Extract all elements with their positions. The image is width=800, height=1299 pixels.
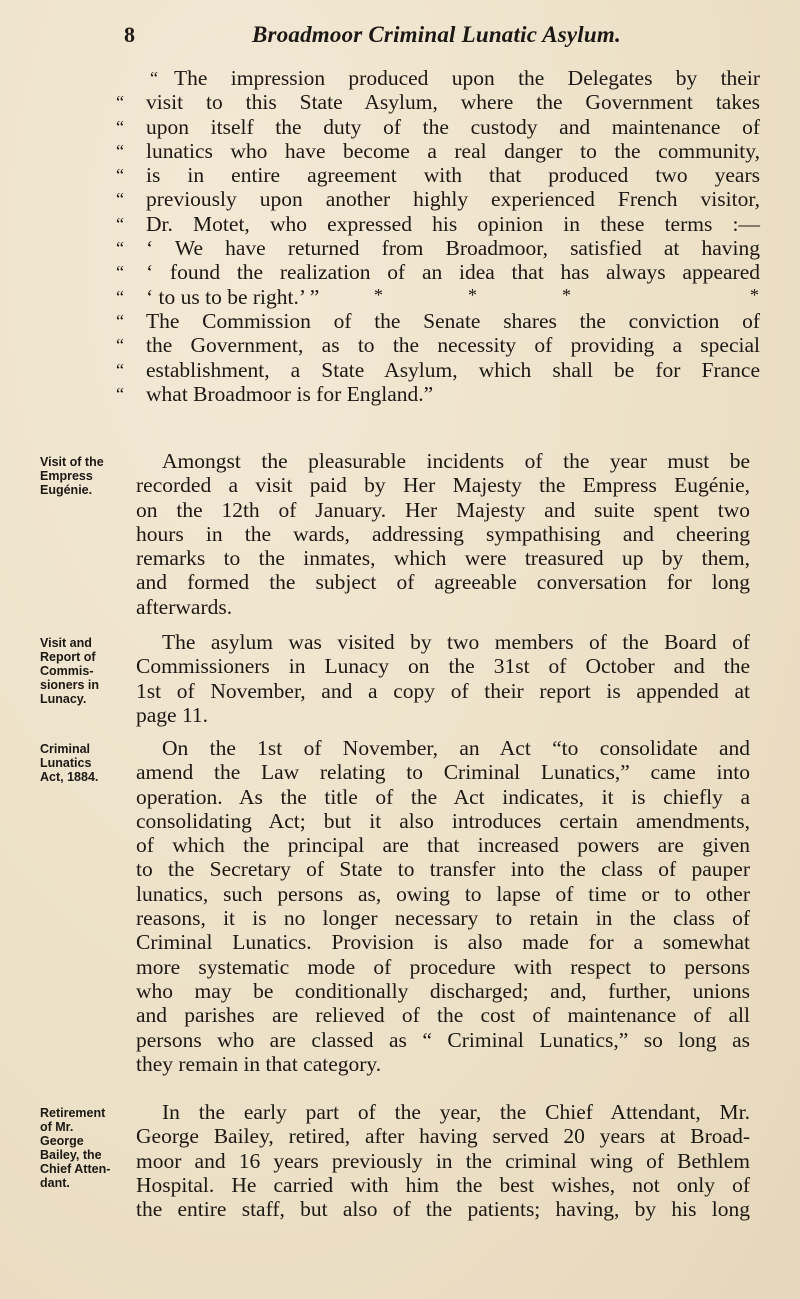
quote-text: the Government, as to the necessity of providing a special	[146, 333, 760, 358]
paragraph	[136, 736, 750, 1076]
quote-text: ‘ found the realization of an idea that has always appeared	[146, 260, 760, 285]
quote-text: what Broadmoor is for England.”	[146, 381, 434, 406]
quote-line	[116, 90, 760, 115]
quote-mark: “	[116, 213, 124, 234]
paragraph-line: Commissioners in Lunacy on the 31st of October and the	[136, 654, 750, 679]
quote-line	[116, 333, 760, 358]
quote-mark: “	[150, 68, 158, 88]
quote-mark: “	[116, 189, 124, 210]
quote-text: previously upon another highly experienced French visitor,	[146, 187, 760, 212]
quote-line	[116, 163, 760, 188]
ellipsis-star: *	[468, 284, 477, 305]
margin-note-line: of Mr.	[40, 1120, 74, 1134]
quote-mark: “	[116, 310, 124, 331]
margin-note-line: dant.	[40, 1176, 70, 1190]
paragraph	[136, 1100, 750, 1221]
margin-note-line: Visit of the	[40, 455, 104, 469]
paragraph	[136, 630, 750, 727]
quote-text: upon itself the duty of the custody and maintenance of	[146, 114, 760, 139]
paragraph-line: Criminal Lunatics. Provision is also made for a somewhat	[136, 930, 750, 955]
margin-note-line: George	[40, 1134, 84, 1148]
margin-note-line: Criminal	[40, 742, 91, 756]
paragraph-line: to the Secretary of State to transfer into the class of pauper	[136, 857, 750, 882]
paragraph-line: on the 12th of January. Her Majesty and suite spent two	[136, 497, 750, 522]
quote-line	[116, 211, 760, 236]
paragraph-line: they remain in that category.	[136, 1051, 382, 1076]
margin-note-line: Retirement	[40, 1106, 106, 1120]
paragraph	[136, 449, 750, 619]
margin-note	[40, 636, 132, 706]
margin-note	[40, 1106, 132, 1190]
quote-mark: “	[116, 383, 124, 404]
paragraph-line: lunatics, such persons as, owing to lapse of time or to other	[136, 881, 750, 906]
paragraph-line: On the 1st of November, an Act “to consolidate and	[162, 736, 750, 760]
paragraph-line: of which the principal are that increased powers are given	[136, 833, 750, 858]
paragraph-line: In the early part of the year, the Chief Attendant, Mr.	[162, 1100, 750, 1124]
quote-mark: “	[116, 335, 124, 356]
ellipsis-star: *	[750, 284, 759, 305]
quote-line	[116, 284, 760, 309]
margin-note-line: Visit and	[40, 636, 92, 650]
quote-text: ‘ We have returned from Broadmoor, satisfied at having	[146, 236, 760, 261]
page-number: 8	[124, 22, 135, 47]
paragraph-line: George Bailey, retired, after having served 20 years at Broad-	[136, 1124, 750, 1149]
paragraph-line: and parishes are relieved of the cost of maintenance of all	[136, 1003, 750, 1028]
quote-mark: “	[116, 92, 124, 113]
ellipsis-star: *	[562, 284, 571, 305]
quote-line	[116, 138, 760, 163]
quote-line	[116, 260, 760, 285]
paragraph-line: reasons, it is no longer necessary to retain in the class of	[136, 906, 750, 931]
paragraph-line: The asylum was visited by two members of the Board of	[162, 630, 750, 654]
quote-mark: “	[116, 165, 124, 186]
page-header	[124, 22, 764, 52]
margin-note-line: Lunatics	[40, 756, 92, 770]
margin-note-line: Eugénie.	[40, 483, 93, 497]
margin-note-line: Lunacy.	[40, 692, 87, 706]
margin-note-line: Chief Atten-	[40, 1162, 111, 1176]
margin-note-line: Act, 1884.	[40, 770, 99, 784]
margin-note	[40, 455, 132, 497]
quote-line	[116, 381, 760, 406]
quote-mark: “	[116, 262, 124, 283]
quote-text: establishment, a State Asylum, which shall be for France	[146, 357, 760, 382]
paragraph-line: more systematic mode of procedure with respect to persons	[136, 954, 750, 979]
quote-text: lunatics who have become a real danger to the community,	[146, 138, 760, 163]
paragraph-line: hours in the wards, addressing sympathising and cheering	[136, 521, 750, 546]
quote-text: ‘ to us to be right.’ ”	[146, 284, 320, 309]
paragraph-line: consolidating Act; but it also introduces certain amendments,	[136, 808, 750, 833]
quote-line	[116, 308, 760, 333]
quote-mark: “	[116, 286, 124, 307]
quote-line	[116, 114, 760, 139]
margin-note-line: Report of	[40, 650, 96, 664]
paragraph-line: the entire staff, but also of the patients; having, by his long	[136, 1197, 750, 1222]
ellipsis-star: *	[374, 284, 383, 305]
paragraph-line: Amongst the pleasurable incidents of the year must be	[162, 449, 750, 473]
quote-mark: “	[116, 116, 124, 137]
margin-note-line: Bailey, the	[40, 1148, 102, 1162]
paragraph-line: remarks to the inmates, which were treasured up by them,	[136, 546, 750, 571]
quote-line	[146, 66, 760, 90]
quote-text: The Commission of the Senate shares the conviction of	[146, 308, 760, 333]
paragraph-line: 1st of November, and a copy of their report is appended at	[136, 678, 750, 703]
margin-note-line: Empress	[40, 469, 93, 483]
paragraph-line: afterwards.	[136, 594, 233, 619]
quote-mark: “	[116, 238, 124, 259]
quote-line	[116, 187, 760, 212]
quote-text: The impression produced upon the Delegates by their	[174, 66, 760, 90]
quote-line	[116, 357, 760, 382]
running-title: Broadmoor Criminal Lunatic Asylum.	[252, 22, 621, 47]
quote-text: is in entire agreement with that produced two years	[146, 163, 760, 188]
paragraph-line: moor and 16 years previously in the criminal wing of Bethlem	[136, 1148, 750, 1173]
quote-text: Dr. Motet, who expressed his opinion in these terms :—	[146, 211, 760, 236]
quote-line	[116, 236, 760, 261]
quoted-passage	[116, 66, 760, 406]
paragraph-line: page 11.	[136, 702, 209, 727]
quote-mark: “	[116, 359, 124, 380]
paragraph-line: and formed the subject of agreeable conversation for long	[136, 570, 750, 595]
paragraph-line: amend the Law relating to Criminal Lunatics,” came into	[136, 760, 750, 785]
paragraph-line: Hospital. He carried with him the best wishes, not only of	[136, 1172, 750, 1197]
quote-mark: “	[116, 140, 124, 161]
quote-text: visit to this State Asylum, where the Government takes	[146, 90, 760, 115]
paragraph-line: persons who are classed as “ Criminal Lunatics,” so long as	[136, 1027, 750, 1052]
margin-note-line: Commis-	[40, 664, 94, 678]
margin-note	[40, 742, 132, 784]
paragraph-line: operation. As the title of the Act indicates, it is chiefly a	[136, 784, 750, 809]
paragraph-line: recorded a visit paid by Her Majesty the Empress Eugénie,	[136, 473, 750, 498]
paragraph-line: who may be conditionally discharged; and, further, unions	[136, 978, 750, 1003]
margin-note-line: sioners in	[40, 678, 100, 692]
